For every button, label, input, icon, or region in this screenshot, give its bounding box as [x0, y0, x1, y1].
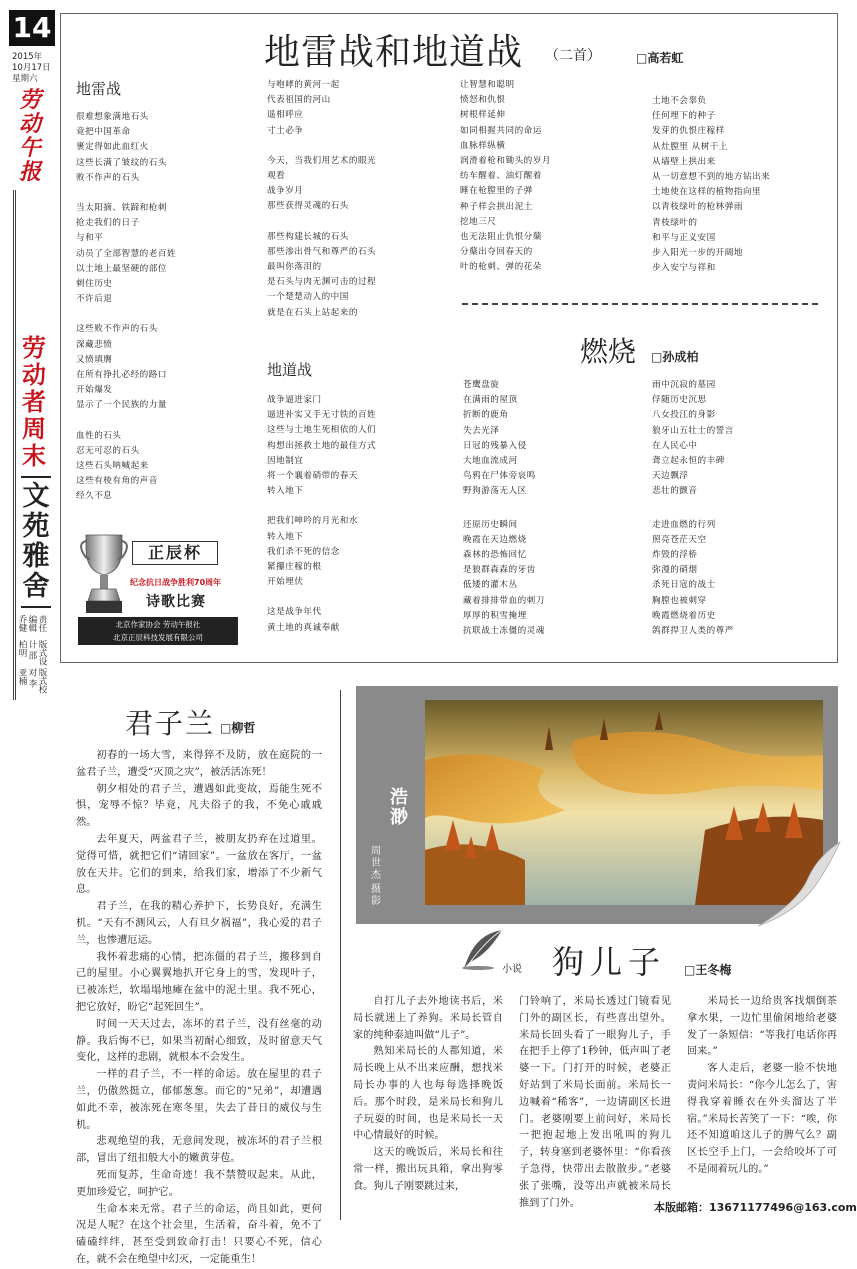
photo-author: 周世杰: [371, 846, 381, 881]
story-author: □王冬梅: [684, 963, 732, 977]
sidebar-rule: [13, 190, 16, 700]
poem-author: □高若虹: [636, 51, 684, 65]
poem-subtitle: （二首）: [545, 48, 601, 64]
paper-logo: 劳动午报: [18, 87, 41, 185]
essay-title: 君子兰: [125, 707, 216, 740]
mailbox: 本版邮箱：13671177496@163.com: [654, 1201, 857, 1214]
poem-col-4: 土地不会辜负 任何埋下的种子 发芽的仇恨庄稼样 从灶膛里 从树干上 从墙壁上拱出来 从一切意想不到的地方钻出来 土地使在这样的植物指向里 以青枝绿叶的枪林弹雨 青枝绿叶的 和平与正义安国 步入阳光一步的开阔地 步入安宁与祥和: [652, 96, 771, 274]
story-tag: 小说: [502, 964, 522, 975]
award-footer: 北京作家协会 劳动午报社 北京正辰科技发展有限公司: [78, 617, 238, 645]
credits: 版式校对 李亚楠 版式设计 邵柏明 责任编辑 乔健: [17, 614, 47, 694]
burn-col-1: 苍鹰盘旋 在满雨的屋顶 折断的鹿角 失去光泽 日冠的残暴入侵 大地血流成河 鸟鸦在尸体旁哀鸣 野狗游荡无人区 还原历史瞬间 晚霞在天边燃烧 森林的恐怖回忆 是狼群森森的牙齿 低矮的灌木丛 藏着排排带血的刺刀 厚厚的积雪掩埋 抗联战士冻僵的灵魂: [463, 380, 545, 637]
poem-col-2a: 与咆哮的黄河一起 代表祖国的河山 遥相呼应 寸土必争 今天，当我们用艺术的眼光 观看 战争岁月 那些获得灵魂的石头 那些构建长城的石头 那些渗出骨气和尊严的石头 最叫你落泪的 是石头与肉无渊可击的过程 一个楚楚动人的中国 就是在石头上站起来的: [267, 80, 377, 318]
story-col-1: 自打儿子去外地读书后，米局长就迷上了养狗。米局长管自家的纯种泰迪叫做“儿子”。 熟知米局长的人都知道，米局长晚上从不出来应酬，想找米局长办事的人也每每选择晚饭后。那个时段，是米局长和狗儿子玩耍的时间，也是米局长一天中心情最好的时候。 这天的晚饭后，米局长和往常一样，搬出玩具箱，拿出狗零食。狗儿子刚要跳过来，: [353, 996, 503, 1192]
essay-author: □柳哲: [220, 721, 256, 735]
burn-author: □孙成柏: [651, 350, 699, 364]
award-line1: 纪念抗日战争胜利70周年: [130, 578, 222, 587]
bottom-divider: [340, 690, 343, 1220]
photo-title: 浩渺: [390, 787, 408, 828]
story-col-2: 门铃响了，米局长透过门镜看见门外的副区长，有些喜出望外。米局长回头看了一眼狗儿子，手在把手上停了1秒钟，低声叫了老婆一下。门打开的时候，老婆正好站到了米局长面前。米局长一边喊着“稀客”，一边请副区长进门。老婆刚要上前问好，米局长一把抱起地上发出吼叫的狗儿子，转身塞到老婆怀里：“你看孩子急得，快带出去散散步。”老婆张了张嘴，没等出声就被米局长推到了门外。: [519, 996, 671, 1209]
poem-col-2b: 战争逼进家门 逼进补实又手无寸铁的百姓 这些与土地生死相依的人们 构想出拯救土地的最佳方式 因地制宜 将一个襄着硝带的春天 转入地下 把我们呻吟的月光和水 转入地下 我们杀不死的信念 紧攥庄稼的根 开始埋伏 这是战争年代 黄土地的真诚奉献: [267, 395, 377, 633]
weekday: 星期六: [12, 74, 38, 84]
masthead-sidebar: [9, 10, 55, 700]
column-title: 文苑雅舍: [21, 476, 51, 608]
burn-title: 燃烧: [580, 335, 637, 368]
essay-body: 初春的一场大雪，来得猝不及防，放在庭院的一盆君子兰，遭受“灭顶之灾”，被活活冻死！ 朝夕相处的君子兰，遭遇如此变故，焉能生死不惧，宠辱不惊？毕竟，凡夫俗子的我，不免心戚戚然。 去年夏天，两盆君子兰，被朋友扔弃在过道里。觉得可惜，就把它们“请回家”。一盆放在客厅，一盆放在天井。它们的到来，给我们家，增添了不少新气息。 君子兰，在我的精心养护下，长势良好，充满生机。“天有不测风云，人有旦夕祸福”，我心爱的君子兰，也惨遭厄运。 我怀着悲痛的心情，把冻僵的君子兰，搬移到自己的屋里。小心翼翼地扒开它身上的雪，发现叶子，已被冻烂，软塌塌地瘫在盆中的泥土里。我不死心，把它放好，盼它“起死回生”。 时间一天天过去，冻坏的君子兰，没有丝毫的动静。我后悔不已，如果当初耐心细致，及时留意天气变化，这样的悲剧，就根本不会发生。 一样的君子兰，不一样的命运。放在屋里的君子兰，仍傲然挺立，郁郁葱葱。而它的“兄弟”，却遭遇如此不幸，被冻死在寒冬里，失去了昔日的威仪与生机。 悲观绝望的我，无意间发现，被冻坏的君子兰根部，冒出了纽扣般大小的嫩黄芽苞。 死而复苏，生命奇迹！我不禁赞叹起来。从此，更加珍爱它，呵护它。 生命本来无常。君子兰的命运，尚且如此，更何况是人呢？在这个社会里，生活着，奋斗着，免不了磕磕绊绊，甚至受到致命打击！只要心不死，信心在，就不会在绝望中幻灭，一定能重生！: [76, 750, 322, 1265]
award-banner: [78, 527, 238, 645]
photo-role: 摄影: [371, 884, 381, 907]
award-line2: 诗歌比赛: [146, 594, 206, 610]
dashed-divider: [462, 303, 818, 305]
part1-title: 地雷战: [76, 80, 122, 98]
part2-title: 地道战: [267, 361, 313, 379]
poem-title: 地雷战和地道战: [264, 32, 524, 73]
page-curl: [758, 842, 840, 926]
poem-col-3: 让智慧和聪明 愤怒和仇恨 树根样延伸 如同相握共同的命运 血脉样纵横 润滑着枪和锄头的岁月 纺车醒着、油灯醒着 睡在枪膛里的子弹 种子样会拱出泥土 挖地三尺 也无法阻止仇恨分蘖 分蘖出夺回春天的 叶的枪刺、弹的花朵: [460, 80, 551, 273]
date-year: 2015年: [12, 52, 43, 62]
page-number: 14: [9, 10, 55, 46]
burn-col-2: 雨中沉寂的墓园 俘随历史沉思 八女投江的身影 狼牙山五壮士的誓言 在人民心中 聋立起永恒的丰碑 天边飘浮 悲壮的颤音 走进血燃的行列 照亮苍茫天空 炸毁的浮桥 弥漫的硝烟 杀死日寇的战士 胸膛也被刺穿 晚霞燃烧着历史 鸽群捍卫人类的尊严: [652, 380, 734, 637]
poem-col-1: 很难想象满地石头 竟把中国革命 裹定得如此血红火 这些长满了皱纹的石头 败不作声的石头 当太阳摘、铁蹄和枪刺 抢走我们的日子 与和平 动员了全部智慧的老百姓 以土地上最坚硬的部位 刺住历史 不许后退 这些败不作声的石头 深藏悲愤 又愤填膺 在所有挣扎必经的路口 开始爆发 显示了一个民族的力量 血性的石头 忍无可忍的石头 这些石头呐喊起来 这些有棱有角的声音 经久不息: [76, 112, 177, 502]
section-title: 劳动者周末: [22, 334, 46, 470]
story-title: 狗儿子: [552, 943, 667, 981]
quill-icon: [458, 928, 508, 972]
date-day: 10月17日: [12, 63, 51, 73]
trophy-icon: [80, 531, 128, 621]
award-cup-label: 正辰杯: [132, 541, 218, 565]
story-col-3: 米局长一边给贵客找烟倒茶拿水果，一边忙里偷闲地给老婆发了一条短信：“等我打电话你再回来。” 客人走后，老婆一脸不快地责问米局长：“你今儿怎么了，害得我穿着睡衣在外头溜达了半宿。”米局长苦笑了一下：“唉，你还不知道咱这儿子的脾气么？副区长空手上门，一会给咬坏了可不是闹着玩儿的。”: [687, 996, 837, 1175]
